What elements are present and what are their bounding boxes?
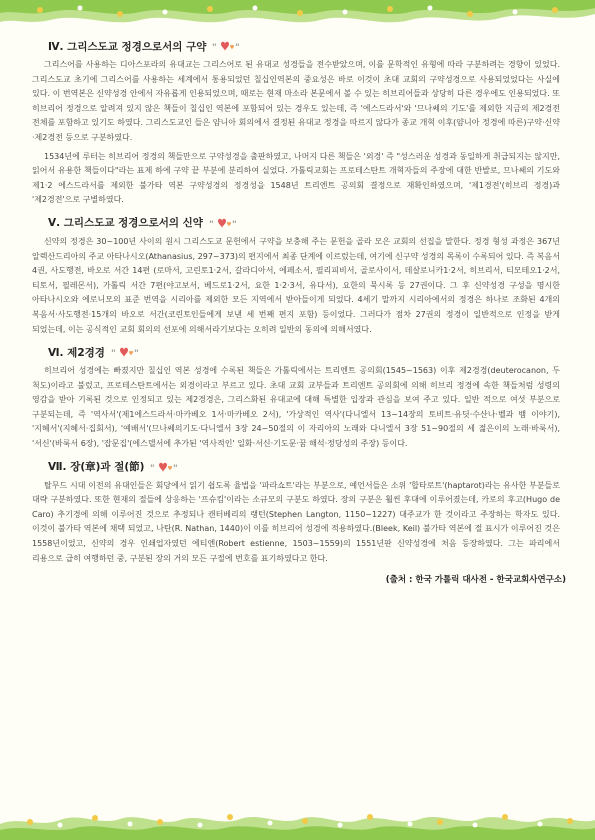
paragraph: 히브리어 성경에는 빠졌지만 칠십인 역본 성경에 수록된 책들은 가톨릭에서는 트리엔트 공의회(1545~1563) 이후 제2경경(deuterocanon, 두 척도)이라고 불렀고, 프로테스탄트에서는 외경이라고 부르고 있다. 초대 교회 교부들과 트리엔트 공의회에 의해 히브리 정경에 속한 책들처럼 성령의 영감을 받아 기록된 것으로 인정되고 있는 제2경경은, 그리스화된 유대교에 대해 특별한 입장과 관심을 보여 주고 있다. 일반 적으로 여섯 부분으로 구분되는데, 즉 '역사서'(제1에스드라서·마카베오 1서·마카베오 2서), '가상적인 역사'(다니엘서 13~14장의 토비트·유딧·수산나·벨과 뱀 이야기), '지혜서'(지혜서·집회서), '예배서'(므나쎄의기도·다니엘서 3장 24~50절의 이 자리아의 노래와 다니엘서 3장 51~90절의 세 젊은이의 노래·바룩서), '서신'(바룩서 6장), '잡문집'(에스델서에 추가된 '역사적인' 일화·서신·기도문·꿈 해석·정당성의 주장) 등이다. [32,366,560,449]
hearts-icon [150,461,180,473]
section-vii [32,459,560,567]
svg-text:": " [208,219,214,229]
document-content [32,38,566,586]
hearts-icon [111,346,141,358]
svg-text:": " [173,463,179,473]
section-heading [48,344,560,360]
section-iv [32,38,560,208]
svg-text:": " [235,43,241,52]
section-title: Ⅵ. 제2경경 [48,346,105,359]
section-vi [32,344,560,452]
section-title: Ⅳ. 그리스도교 정경으로서의 구약 [48,40,207,53]
svg-text:": " [231,219,237,229]
svg-text:": " [133,349,139,359]
section-heading [48,38,560,54]
bottom-grass-border [0,800,595,840]
svg-text:": " [110,349,116,359]
source-citation: (출처 : 한국 가톨릭 대사전 - 한국교회사연구소) [385,575,566,586]
paragraph: 신약의 정경은 30~100년 사이의 원시 그리스도교 문헌에서 구약을 보충해 주는 문헌을 골라 모은 교회의 선집을 말한다. 정경 형성 과정은 367년 알렉산드리아의 주교 아타나시오(Athanasius, 297~373)의 편지에서 최종 단계에 이르렀는데, 여기에 신구약 성경의 목록이 수록되어 있다. 즉 복음서 4권, 사도행전, 바오로 서간 14편 (로마서, 고린토1·2서, 갈라디아서, 에페소서, 필리피비서, 골로사이서, 데살로니카1·2서, 히브리서, 티모테오1·2서, 티토서, 필레몬서), 가톨릭 서간 7편(야고보서, 베드로1·2서, 요한 1·2·3서, 유다서), 요한의 묵시록 등 27권이다. 그 후 신약성경 구성을 명시한 아타나시오와 에로니모의 표준 번역을 시리아를 제외한 모든 지역에서 받아들이게 되었다. 4세기 말까지 시리아에서의 정경은 하나로 조화된 4개의 복음서·사도행전·15개의 바오로 서간(코린토인들에게 보낸 세 번째 편지 포함) 등이었다. 그러다가 점차 27권의 정경이 일반적으로 인정을 받게 되었는데, 이는 공식적인 교회 회의의 선포에 의해서라기보다는 오히려 일반의 동의에 의해서였다. [32,236,560,334]
section-heading [48,215,560,231]
paragraph: 탈무드 시대 이전의 유대인들은 회당에서 읽기 쉽도록 율법을 '파라쇼트'라는 부분으로, 예언서들은 소위 '합타로트'(haptarot)라는 유사한 부분들로 대략 구분하였다. 또한 현재의 절들에 상응하는 '프슈킴'이라는 소규모의 구분도 하였다. 장의 구분은 훨씬 후대에 이루어졌는데, 카로의 후고(Hugo de Caro) 추기경에 의해 이루어진 것으로 추정되나 캔터베리의 랭턴(Stephen Langton, 1150~1227) 대주교가 한 것이라고 주장하는 학자도 있다. 이것이 불가타 역본에 채택 되었고, 나탄(R. Nathan, 1440)이 이를 히브리어 성경에 적용하였다.(Bleek, Keil) 불가타 역본에 절 표시가 이루어진 것은 1558년이었고, 신약의 경우 인쇄업자였던 에티엔(Robert estienne, 1503~1559)의 1551년판 신약성경에 처음 등장하였다. 그는 파리에서 리용으로 급히 여행하던 중, 구분된 장의 거의 모든 구절에 번호를 표기하였다고 한다. [32,480,560,563]
section-title: Ⅴ. 그리스도교 정경으로서의 신약 [48,217,203,230]
hearts-icon [209,217,239,229]
paragraph: 그리스어를 사용하는 디아스포라의 유대교는 그리스어로 된 유대교 성경들을 전수받았으며, 이를 문학적인 유형에 따라 구분하려는 경향이 있었다. 그리스도교 초기에 그리스어를 사용하는 세계에서 통용되었던 칠십인역본의 중요성은 바로 이것이 초대 교회의 구약성경으로 사용되었었다는 사실에 있다. 이 번역본은 신약성경 안에서 자유롭게 인용되었으며, 때로는 현재 마소라 본문에서 볼 수 있는 히브리어들과 상당히 다른 경우에도 인용되었다. 또 히브리어 정경으로 알려져 있지 않은 책들이 칠십인 역본에 포함되어 있는 경우도 있는데, 즉 '에스드라서'와 '므나쎄의 기도'를 제외한 지금의 제2경전 전체를 포함하고 있기도 하였다. 그리스도교인 들은 얌니아 회의에서 결정된 유대교 정경을 따르지 않다가 종교 개혁 이후(얌니아 정경에 따른)구약·신약·제2경전 등으로 구분하였다. [32,60,560,142]
svg-text:": " [150,463,156,473]
section-title: Ⅶ. 장(章)과 절(節) [48,461,145,474]
section-v [32,215,560,337]
paragraph: 1534년에 루터는 히브리어 정경의 책들만으로 구약성경을 출판하였고, 나머지 다른 책들은 '외경' 즉 "성스러운 성경과 동일하게 취급되지는 않지만, 읽어서 유용한 책들이다"라는 표제 하에 구약 끝 부분에 분리하여 실었다. 가톨릭교회는 프로테스탄트 개혁자들의 주장에 대한 반발로, 므나쎄의 기도와 제1·2 에스드라서를 제외한 불가타 역본 구약성경의 정경성을 1548년 트리엔트 공의회 결정으로 재확인하였으며, '제1경전'(히브리 정경)과 '제2경전'으로 구별하였다. [32,151,560,205]
top-decorative-border [0,0,595,30]
hearts-icon [212,40,242,52]
svg-text:": " [212,43,218,52]
section-heading [48,459,560,475]
